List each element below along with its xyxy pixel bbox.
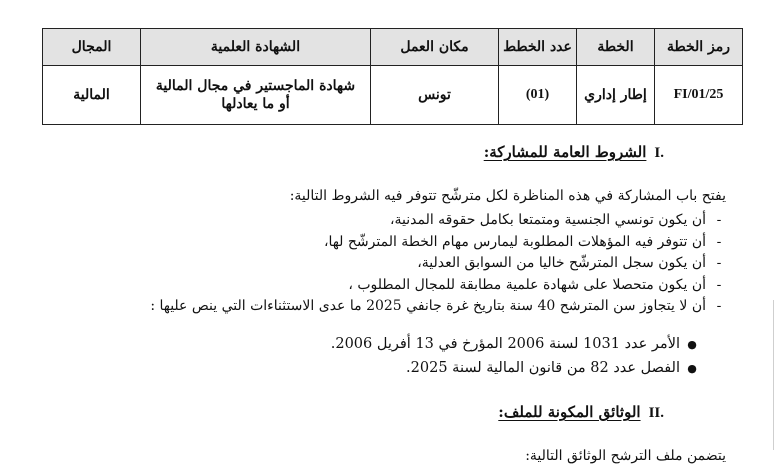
header-code: رمز الخطة xyxy=(655,29,743,66)
cell-field: المالية xyxy=(43,66,141,125)
cell-count: (01) xyxy=(499,66,577,125)
section-1-title: الشروط العامة للمشاركة: xyxy=(483,143,647,161)
dash-bullet: - xyxy=(716,276,722,293)
degree-line-2: أو ما يعادلها xyxy=(221,96,290,112)
header-plan: الخطة xyxy=(577,29,655,66)
table-row xyxy=(43,66,743,125)
bullet-icon: ● xyxy=(687,362,697,375)
scan-edge-line xyxy=(773,300,774,450)
dash-bullet: - xyxy=(716,255,722,271)
exceptions-list xyxy=(80,332,700,380)
list-item: -أن يكون سجل المترشّح خاليا من السوابق العدلية، xyxy=(46,253,726,275)
list-item: -أن تتوفر فيه المؤهلات المطلوبة ليمارس مهام الخطة المترشّح لها، xyxy=(46,232,726,254)
table-header-row xyxy=(43,29,743,66)
cell-plan: إطار إداري xyxy=(577,66,655,125)
list-item: -أن يكون متحصلا على شهادة علمية مطابقة للمجال المطلوب ، xyxy=(46,275,726,297)
dash-bullet: - xyxy=(716,212,722,228)
section-2-intro: يتضمن ملف الترشح الوثائق التالية: xyxy=(525,448,726,464)
section-2-number: II. xyxy=(648,405,664,421)
list-item: -أن لا يتجاوز سن المترشح 40 سنة بتاريخ غرة جانفي 2025 ما عدى الاستثناءات التي ينص عليها : xyxy=(46,296,726,318)
degree-line-1: شهادة الماجستير في مجال المالية xyxy=(155,78,356,94)
section-1-heading xyxy=(484,143,664,162)
cell-workplace: تونس xyxy=(371,66,499,125)
bullet-icon: ● xyxy=(687,338,697,351)
list-item: ●الأمر عدد 1031 لسنة 2006 المؤرخ في 13 أفريل 2006. xyxy=(80,332,700,356)
section-2-heading xyxy=(498,403,664,422)
section-2-title: الوثائق المكونة للملف: xyxy=(498,403,641,421)
header-degree: الشهادة العلمية xyxy=(141,29,371,66)
dash-bullet: - xyxy=(716,298,722,314)
positions-table xyxy=(42,28,743,125)
list-item: -أن يكون تونسي الجنسية ومتمتعا بكامل حقوقه المدنية، xyxy=(46,210,726,232)
list-item: ●الفصل عدد 82 من قانون المالية لسنة 2025. xyxy=(80,356,700,380)
cell-degree xyxy=(141,66,371,125)
header-workplace: مكان العمل xyxy=(371,29,499,66)
header-field: المجال xyxy=(43,29,141,66)
section-1-intro: يفتح باب المشاركة في هذه المناظرة لكل مترشّح تتوفر فيه الشروط التالية: xyxy=(289,188,726,204)
header-count: عدد الخطط xyxy=(499,29,577,66)
conditions-list xyxy=(46,210,726,318)
dash-bullet: - xyxy=(716,233,722,250)
section-1-number: I. xyxy=(654,145,664,161)
cell-code: FI/01/25 xyxy=(655,66,743,125)
